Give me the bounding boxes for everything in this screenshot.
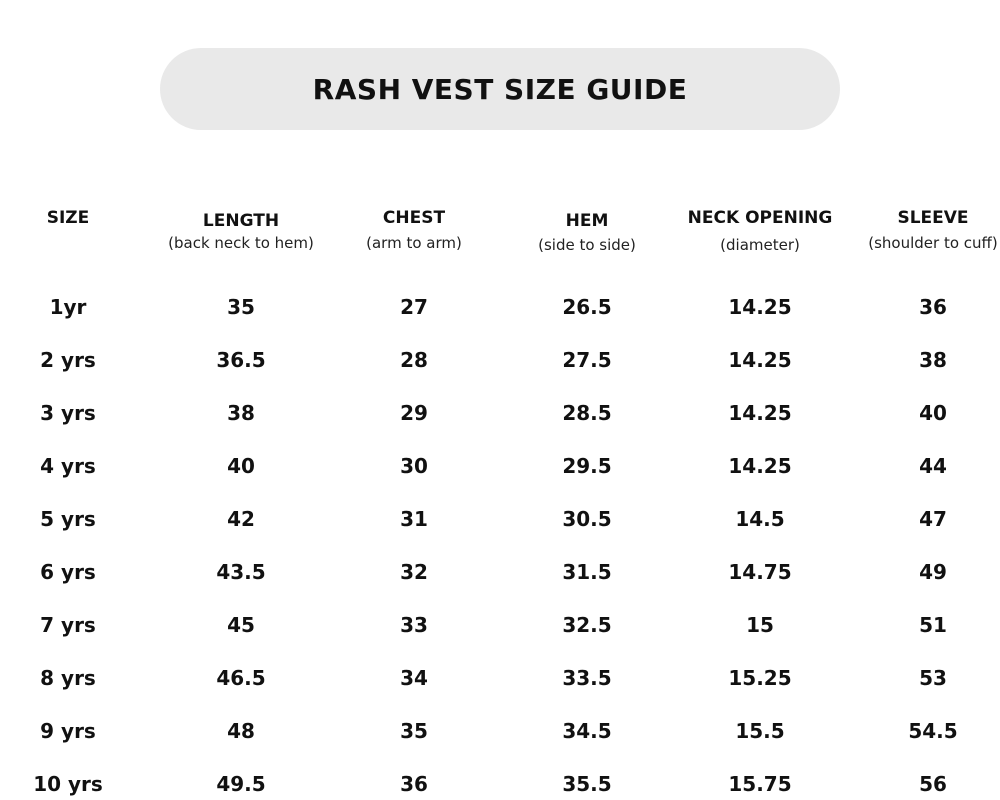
cell-neck-opening: 15.5: [735, 719, 785, 743]
cell-length: 38: [227, 401, 255, 425]
cell-length: 40: [227, 454, 255, 478]
cell-hem: 32.5: [562, 613, 612, 637]
cell-length: 36.5: [216, 348, 266, 372]
table-row: [0, 769, 1000, 799]
cell-hem: 31.5: [562, 560, 612, 584]
table-row: [0, 504, 1000, 534]
cell-chest: 35: [400, 719, 428, 743]
cell-size: 7 yrs: [40, 613, 96, 637]
cell-neck-opening: 14.75: [728, 560, 792, 584]
cell-neck-opening: 14.25: [728, 348, 792, 372]
cell-chest: 30: [400, 454, 428, 478]
cell-size: 5 yrs: [40, 507, 96, 531]
cell-hem: 33.5: [562, 666, 612, 690]
cell-size: 1yr: [49, 295, 87, 319]
cell-length: 46.5: [216, 666, 266, 690]
cell-sleeve: 51: [919, 613, 947, 637]
header-neck-opening-sub: (diameter): [720, 236, 800, 254]
cell-neck-opening: 14.25: [728, 295, 792, 319]
cell-size: 10 yrs: [33, 772, 103, 796]
cell-size: 4 yrs: [40, 454, 96, 478]
cell-size: 6 yrs: [40, 560, 96, 584]
header-length-sub: (back neck to hem): [168, 234, 314, 252]
cell-sleeve: 54.5: [908, 719, 958, 743]
cell-sleeve: 36: [919, 295, 947, 319]
cell-length: 48: [227, 719, 255, 743]
cell-length: 43.5: [216, 560, 266, 584]
cell-hem: 28.5: [562, 401, 612, 425]
header-chest: CHEST: [382, 208, 446, 228]
cell-neck-opening: 15.25: [728, 666, 792, 690]
cell-size: 8 yrs: [40, 666, 96, 690]
header-hem: HEM: [565, 211, 609, 231]
cell-hem: 26.5: [562, 295, 612, 319]
header-sleeve-sub: (shoulder to cuff): [868, 234, 998, 252]
cell-hem: 35.5: [562, 772, 612, 796]
header-chest-sub: (arm to arm): [366, 234, 462, 252]
cell-size: 3 yrs: [40, 401, 96, 425]
header-hem-sub: (side to side): [538, 236, 636, 254]
cell-length: 35: [227, 295, 255, 319]
cell-sleeve: 38: [919, 348, 947, 372]
table-row: [0, 663, 1000, 693]
table-row: [0, 716, 1000, 746]
table-row: [0, 557, 1000, 587]
cell-hem: 29.5: [562, 454, 612, 478]
cell-hem: 30.5: [562, 507, 612, 531]
cell-neck-opening: 15.75: [728, 772, 792, 796]
header-size: SIZE: [46, 208, 90, 228]
table-row: [0, 610, 1000, 640]
cell-sleeve: 56: [919, 772, 947, 796]
page-title: RASH VEST SIZE GUIDE: [312, 72, 688, 106]
table-row: [0, 345, 1000, 375]
cell-neck-opening: 15: [746, 613, 774, 637]
cell-sleeve: 53: [919, 666, 947, 690]
cell-chest: 32: [400, 560, 428, 584]
table-row: [0, 398, 1000, 428]
cell-neck-opening: 14.25: [728, 401, 792, 425]
cell-sleeve: 47: [919, 507, 947, 531]
cell-chest: 34: [400, 666, 428, 690]
cell-sleeve: 40: [919, 401, 947, 425]
cell-length: 45: [227, 613, 255, 637]
cell-neck-opening: 14.25: [728, 454, 792, 478]
table-row: [0, 451, 1000, 481]
cell-chest: 27: [400, 295, 428, 319]
cell-chest: 31: [400, 507, 428, 531]
cell-chest: 29: [400, 401, 428, 425]
cell-sleeve: 44: [919, 454, 947, 478]
cell-size: 9 yrs: [40, 719, 96, 743]
table-row: [0, 292, 1000, 322]
cell-length: 49.5: [216, 772, 266, 796]
cell-neck-opening: 14.5: [735, 507, 785, 531]
cell-length: 42: [227, 507, 255, 531]
cell-hem: 27.5: [562, 348, 612, 372]
cell-hem: 34.5: [562, 719, 612, 743]
cell-sleeve: 49: [919, 560, 947, 584]
header-neck-opening: NECK OPENING: [687, 208, 833, 228]
cell-chest: 28: [400, 348, 428, 372]
header-length: LENGTH: [202, 211, 280, 231]
cell-chest: 36: [400, 772, 428, 796]
cell-chest: 33: [400, 613, 428, 637]
header-sleeve: SLEEVE: [897, 208, 969, 228]
cell-size: 2 yrs: [40, 348, 96, 372]
title-banner: [160, 48, 840, 130]
